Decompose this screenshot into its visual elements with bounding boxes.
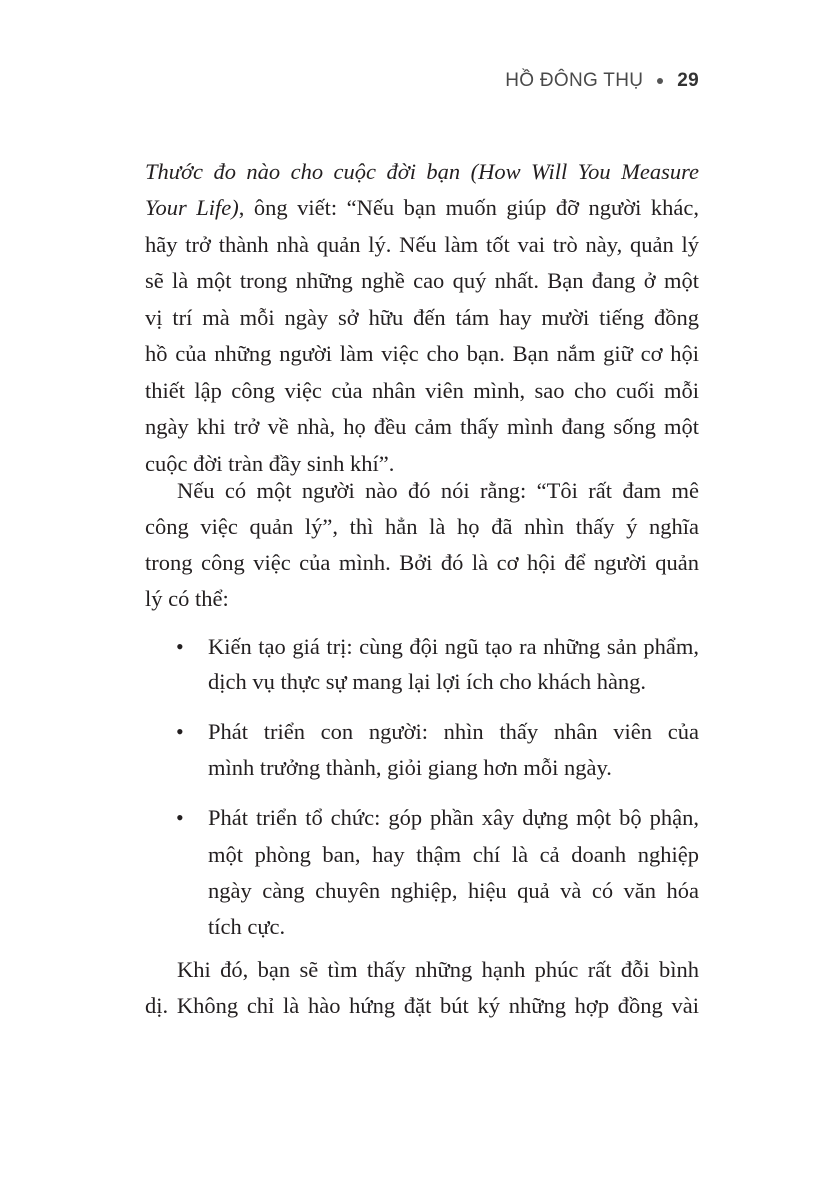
book-title-italic: Your Life): [145, 195, 239, 220]
text-line: Nếu có một người nào đó nói rằng: “Tôi rất đam mê: [177, 478, 699, 503]
text-line: mình trưởng thành, giỏi giang hơn mỗi ngày.: [208, 755, 612, 780]
text-line: vị trí mà mỗi ngày sở hữu đến tám hay mười tiếng đồng: [145, 305, 699, 330]
page-number: 29: [677, 70, 699, 91]
text-line: Khi đó, bạn sẽ tìm thấy những hạnh phúc rất đỗi bình: [177, 957, 699, 982]
text-line: trong công việc của mình. Bởi đó là cơ hội để người quản: [145, 550, 699, 575]
bullet-icon: •: [176, 719, 184, 744]
text-line: ngày càng chuyên nghiệp, hiệu quả và có văn hóa: [208, 878, 699, 903]
text-line: Kiến tạo giá trị: cùng đội ngũ tạo ra những sản phẩm,: [208, 634, 699, 659]
text-line: lý có thể:: [145, 586, 229, 611]
text-line: [145, 193, 699, 223]
text-line: hồ của những người làm việc cho bạn. Bạn nắm giữ cơ hội: [145, 341, 699, 366]
text-line: công việc quản lý”, thì hẳn là họ đã nhìn thấy ý nghĩa: [145, 514, 699, 539]
text-span: , ông viết: “Nếu bạn muốn giúp đỡ người khác,: [238, 195, 699, 220]
bullet-icon: •: [176, 634, 184, 659]
text-line: dịch vụ thực sự mang lại lợi ích cho khách hàng.: [208, 669, 647, 694]
bullet-icon: •: [176, 805, 184, 830]
text-line: sẽ là một trong những nghề cao quý nhất. Bạn đang ở một: [145, 268, 699, 293]
text-line: Thước đo nào cho cuộc đời bạn (How Will You Measure: [145, 159, 699, 184]
text-line: Phát triển con người: nhìn thấy nhân viên của: [208, 719, 699, 744]
text-line: cuộc đời tràn đầy sinh khí”.: [145, 451, 395, 476]
running-header: [505, 70, 699, 92]
header-author: HỒ ĐÔNG THỤ: [505, 70, 644, 91]
text-line: ngày khi trở về nhà, họ đều cảm thấy mình đang sống một: [145, 414, 699, 439]
text-line: dị. Không chỉ là hào hứng đặt bút ký những hợp đồng vài: [145, 993, 699, 1018]
header-separator-dot: [657, 78, 663, 84]
text-line: thiết lập công việc của nhân viên mình, sao cho cuối mỗi: [145, 378, 699, 403]
text-line: một phòng ban, hay thậm chí là cả doanh nghiệp: [208, 842, 699, 867]
text-line: Phát triển tổ chức: góp phần xây dựng một bộ phận,: [208, 805, 699, 830]
text-line: tích cực.: [208, 914, 286, 939]
text-line: hãy trở thành nhà quản lý. Nếu làm tốt vai trò này, quản lý: [145, 232, 699, 257]
